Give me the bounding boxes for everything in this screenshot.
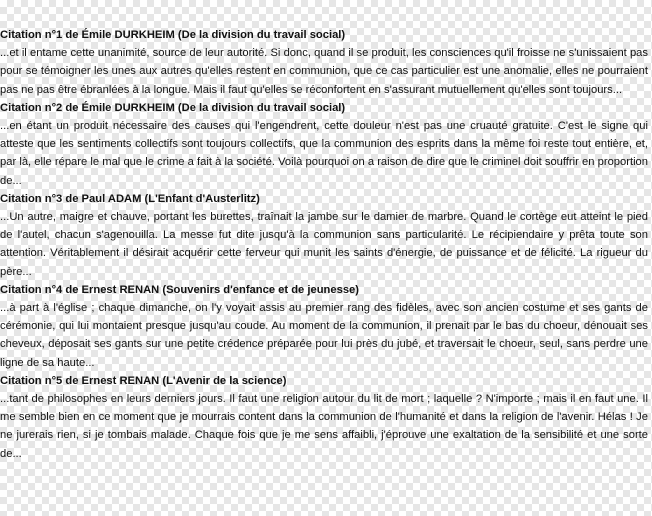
citation-4 [0, 281, 648, 372]
citation-5 [0, 372, 648, 463]
citation-1 [0, 26, 648, 99]
citations-document [0, 26, 648, 463]
citation-heading: Citation n°3 de Paul ADAM (L'Enfant d'Austerlitz) [0, 192, 260, 205]
citation-heading: Citation n°1 de Émile DURKHEIM (De la division du travail social) [0, 29, 346, 41]
citation-heading: Citation n°4 de Ernest RENAN (Souvenirs d'enfance et de jeunesse) [0, 283, 359, 296]
citation-heading: Citation n°2 de Émile DURKHEIM (De la division du travail social) [0, 101, 346, 114]
citation-text: ...Un autre, maigre et chauve, portant les burettes, traînait la jambe sur le damier de marbre. Quand le cortège eut atteint le pied de l'autel, chacun s'agenouilla. La messe fut dite jusqu'à la communion sans particularité. Le récipiendaire y prêta toute son attention. Véritablement il désirait acquérir cette ferveur qui munit les saints d'énergie, de puissance et de félicité. La rigueur du père... [0, 211, 648, 278]
citation-heading: Citation n°5 de Ernest RENAN (L'Avenir de la science) [0, 374, 287, 387]
citation-text: ...en étant un produit nécessaire des causes qui l'engendrent, cette douleur n'est pas une cruauté gratuite. C'est le signe qui atteste que les sentiments collectifs sont toujours collectifs, que la communion des esprits dans la même foi reste tout entière, et, par là, elle répare le mal que le crime a fait à la société. Voilà pourquoi on a raison de dire que le criminel doit souffrir en proportion de... [0, 120, 648, 187]
citation-text: ...à part à l'église ; chaque dimanche, on l'y voyait assis au premier rang des fidèles, avec son ancien costume et ses gants de cérémonie, qui lui montaient presque jusqu'au coude. Au moment de la communion, il prenait par le bas du choeur, dénouait ses cheveux, déposait ses gants sur une petite crédence préparée pour lui près du jubé, et traversait le choeur, seul, sans perdre une ligne de sa haute... [0, 302, 648, 369]
citation-3 [0, 190, 648, 281]
citation-2 [0, 99, 648, 190]
citation-text: ...tant de philosophes en leurs derniers jours. Il faut une religion autour du lit de mort ; laquelle ? N'importe ; mais il en faut une. Il me semble bien en ce moment que je mourrais content dans la communion de l'humanité et dans la religion de l'avenir. Hélas ! Je ne jurerais rien, si je tombais malade. Chaque fois que je me sens affaibli, j'éprouve une exaltation de la sensibilité et une sorte de... [0, 393, 648, 460]
citation-text: ...et il entame cette unanimité, source de leur autorité. Si donc, quand il se produit, les consciences qu'il froisse ne s'unissaient pas pour se témoigner les unes aux autres qu'elles restent en communion, que ce cas particulier est une anomalie, elles ne pourraient pas ne pas être ébranlées à la longue. Mais il faut qu'elles se réconfortent en s'assurant mutuellement qu'elles sont toujours... [0, 47, 648, 96]
